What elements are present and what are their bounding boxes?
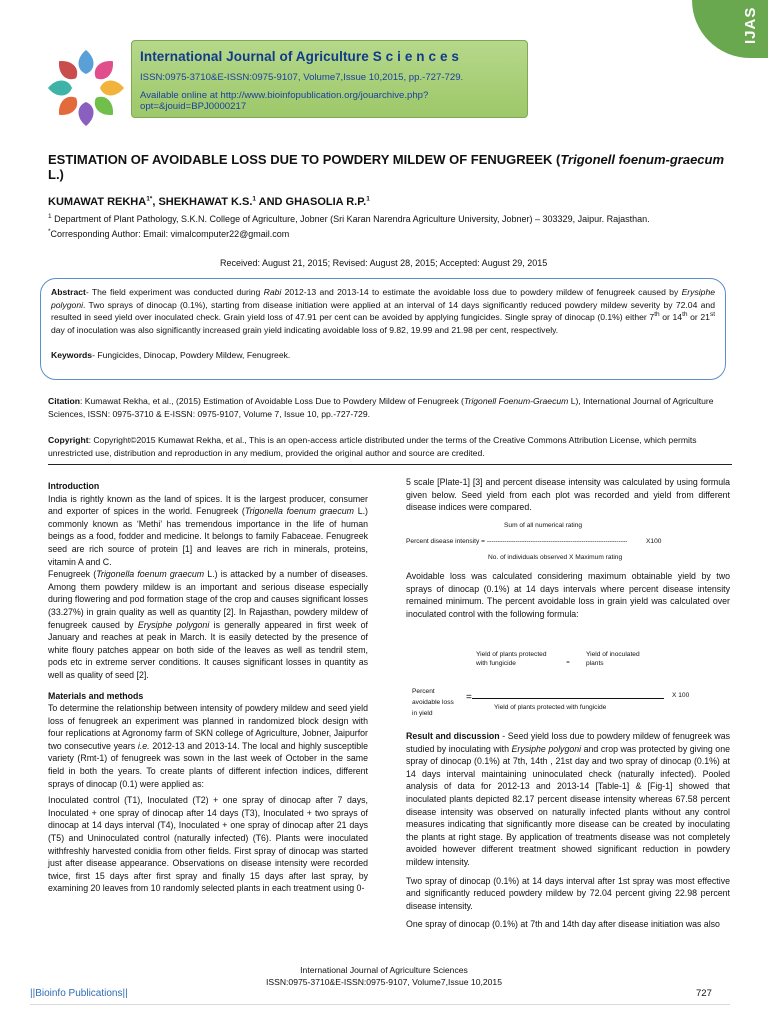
journal-tab-label: IJAS [742,6,759,44]
copyright: Copyright: Copyright©2015 Kumawat Rekha, et al., This is an open-access article distributed under the terms of the Creative Commons Attribution License, which permits unrestricted use, distribution and reproduction in any medium, provided the original author and source are credited. [48,435,697,458]
results-paragraph-1: Result and discussion - Seed yield loss due to powdery mildew of fenugreek was studied by inoculating with Erysiphe polygoni and crop was protected by giving one spray of dinocap (0.1%) at 7th, 14th , 21st day and two spray of dinocap (0.1%) at 14 days interval maintaining uninoculated check (naturally infected). Pooled analysis of data for 2012-13 and 2013-14 [Table-1] & [Fig-1] showed that inoculated plants depicted 82.17 percent disease intensity whereas 67.58 percent disease intensity was observed on naturally infected plants without any control measures indicating that significantly more disease can be created by inoculating the plants at right stage. By application of treatments disease was not completely avoided however different treatment showed significant reduction in powdery mildew intensity. [406,731,730,867]
right-paragraph-2: Avoidable loss was calculated considering maximum obtainable yield by two sprays of dinocap (0.1%) at 14 days intervals where percent disease intensity remained minimum. The percent avoidable loss in grain yield was calculated over inoculated control with the following formula: [406,571,730,619]
journal-banner [131,40,528,118]
abstract-box [40,278,726,380]
formula2-label-2: avoidable loss [412,699,454,706]
footer-issn: ISSN:0975-3710&E-ISSN:0975-9107, Volume7,Issue 10,2015 [265,977,502,987]
page-footer [0,964,768,988]
footer-rule [30,1004,730,1005]
formula2-term-b: Yield of inoculated plants [586,651,640,667]
formula2-minus: - [566,654,570,668]
publisher-name: ||Bioinfo Publications|| [30,988,128,999]
avoidable-loss-formula [406,648,730,720]
page-number: 727 [696,988,712,999]
methods-paragraph-1: To determine the relationship between intensity of powdery mildew and seed yield loss of fenugreek an experiment was planned in randomized block design with four replications at Agronomy farm of SKN college of Agriculture, Jobner, Jaipurfor two consecutive years i.e. 2012-13 and 2013-14. The local and highly susceptible variety (Rmt-1) of fenugreek was sown in the last week of October in the same field in both the years. To create plants of different infection indices, different sprays of dinocap (0.1) were applied as: [48,703,368,789]
results-paragraph-3: One spray of dinocap (0.1%) at 7th and 14th day after disease initiation was also [406,919,720,930]
formula2-label-3: in yield [412,710,433,717]
section-divider [48,464,732,465]
formula1-numerator: Sum of all numerical rating [504,522,583,529]
dates-line: Received: August 21, 2015; Revised: August 28, 2015; Accepted: August 29, 2015 [220,258,548,268]
formula1-label: Percent disease intensity = ---------------------------------------------------------------- [406,538,628,545]
citation: Citation: Kumawat Rekha, et al., (2015) Estimation of Avoidable Loss Due to Powdery Mildew of Fenugreek (Trigonell Foenum-Graecum L), International Journal of Agriculture Sciences, ISSN: 0975-3710 & E-ISSN: 0975-9107, Volume 7, Issue 10, pp.-727-729. [48,396,714,419]
corresponding-author: *Corresponding Author: Email: vimalcomputer22@gmail.com [48,228,290,239]
formula2-multiplier: X 100 [672,692,690,699]
keywords: Keywords- Fungicides, Dinocap, Powdery Mildew, Fenugreek. [51,350,291,360]
formula2-denominator: Yield of plants protected with fungicide [494,704,607,711]
methods-heading: Materials and methods [48,690,144,701]
formula2-equals: = [466,692,472,703]
footer-journal: International Journal of Agriculture Sciences [300,965,468,975]
introduction-heading: Introduction [48,481,100,491]
right-column-top [406,476,730,514]
formula1-denominator: No. of individuals observed X Maximum rating [488,554,623,561]
left-column [48,480,368,895]
intro-paragraph-2: Fenugreek (Trigonella foenum graecum L.) is attacked by a number of diseases. Among them powdery mildew is an important and serious disease especially during flowering and pod formation stage of the crop and causes significant losses (33.27%) in grain quality as well as quantity [2]. In Rajasthan, powdery mildew of fenugreek caused by Erysiphe polygoni is generally appeared in first week of January and reaches at peak in March. It is easily detected by the presence of white floury patches appear on both side of the leaves as well as tendril stem, pods etc in extreme server conditions. It causes significant losses in quantity as well as quality of seed [2]. [48,569,368,680]
affiliation: $^1$ Department of Plant Pathology, S.K.N. College of Agriculture, Jobner (Sri Karan Narendra Agriculture University, Jobner) – 303329, Jaipur. Rajasthan. [48,213,650,224]
methods-paragraph-2: Inoculated control (T1), Inoculated (T2) + one spray of dinocap after 7 days, Inoculated + one spray of dinocap after 14 days (T3), Inoculated + two sprays of dinocap at 14 days interval (T4), Inoculated + one spray of dinocap after 21 days (T5) and Uninoculated control (naturally infected) (T6). Plants were inoculated withfreshly harvested conidia from other fields. First spray of dinocap was started just after disease appearance. Observations on disease intensity were recorded twice, first 15 days after first spray and finally 15 days after last spray, by examining 20 leaves from 10 randomly selected plants in each treatment using 0- [48,795,368,894]
abstract-text: Abstract- The field experiment was conducted during Rabi 2012-13 and 2013-14 to estimate the avoidable loss due to powdery mildew of fenugreek caused by Erysiphe polygoni. Two sprays of dinocap (0.1%), starting from disease initiation were applied at an interval of 14 days significantly reduced powdery mildew severity by 72.04 and resulted in seed yield over inoculated check. Grain yield loss of 47.91 per cent can be avoided by applying fungicides. Single spray of dinocap (0.1%) either 7th or 14th or 21st day of inoculation was also significantly increased grain yield indicating avoidable loss of 9.82, 19.99 and 21.98 per cent, respectively. [51,287,715,335]
formula1-multiplier: X100 [646,538,662,545]
journal-tab [692,0,768,58]
right-paragraph-1: 5 scale [Plate-1] [3] and percent disease intensity was calculated by using formula given below. Seed yield from each plot was recorded and yield from different disease indices were compared. [406,477,730,513]
results-paragraph-2: Two spray of dinocap (0.1%) at 14 days interval after 1st spray was most effective and significantly reduced powdery mildew by 72.04 percent giving 22.98 percent disease intensity. [406,875,730,911]
issn-line: ISSN:0975-3710&E-ISSN:0975-9107, Volume7,Issue 10,2015, pp.-727-729. [140,72,464,83]
available-online-link[interactable]: Available online at http://www.bioinfopublication.org/jouarchive.php?opt=&jouid=BPJ0000217 [140,90,429,112]
disease-intensity-formula [406,520,730,568]
journal-name: International Journal of Agriculture S c i e n c e s [140,49,460,64]
right-column-results [406,730,730,931]
intro-paragraph-1: India is rightly known as the land of spices. It is the largest producer, consumer and exporter of spices in the world. Fenugreek (Trigonella foenum graecum L.) commonly known as ‘Methi’ has tremendous importance in the life of human beings as a food, fodder and medicine. It belongs to family Fabaceae. Fenugreek seed are rich source of protein [1] and leaves are rich in minerals, proteins, vitamin A and C. [48,493,368,567]
author-list: KUMAWAT $REKHA^{1*}$, SHEKHAWAT K.S.$^1$ AND GHASOLIA R.P.$^1$ [48,195,370,208]
formula2-fraction-bar [472,698,664,699]
journal-logo [42,44,130,132]
formula2-term-a: Yield of plants protected with fungicide [476,651,547,667]
formula2-label-1: Percent [412,688,435,695]
article-title: ESTIMATION OF AVOIDABLE LOSS DUE TO POWDERY MILDEW OF FENUGREEK (Trigonell foenum-graecum L.) [48,152,725,182]
